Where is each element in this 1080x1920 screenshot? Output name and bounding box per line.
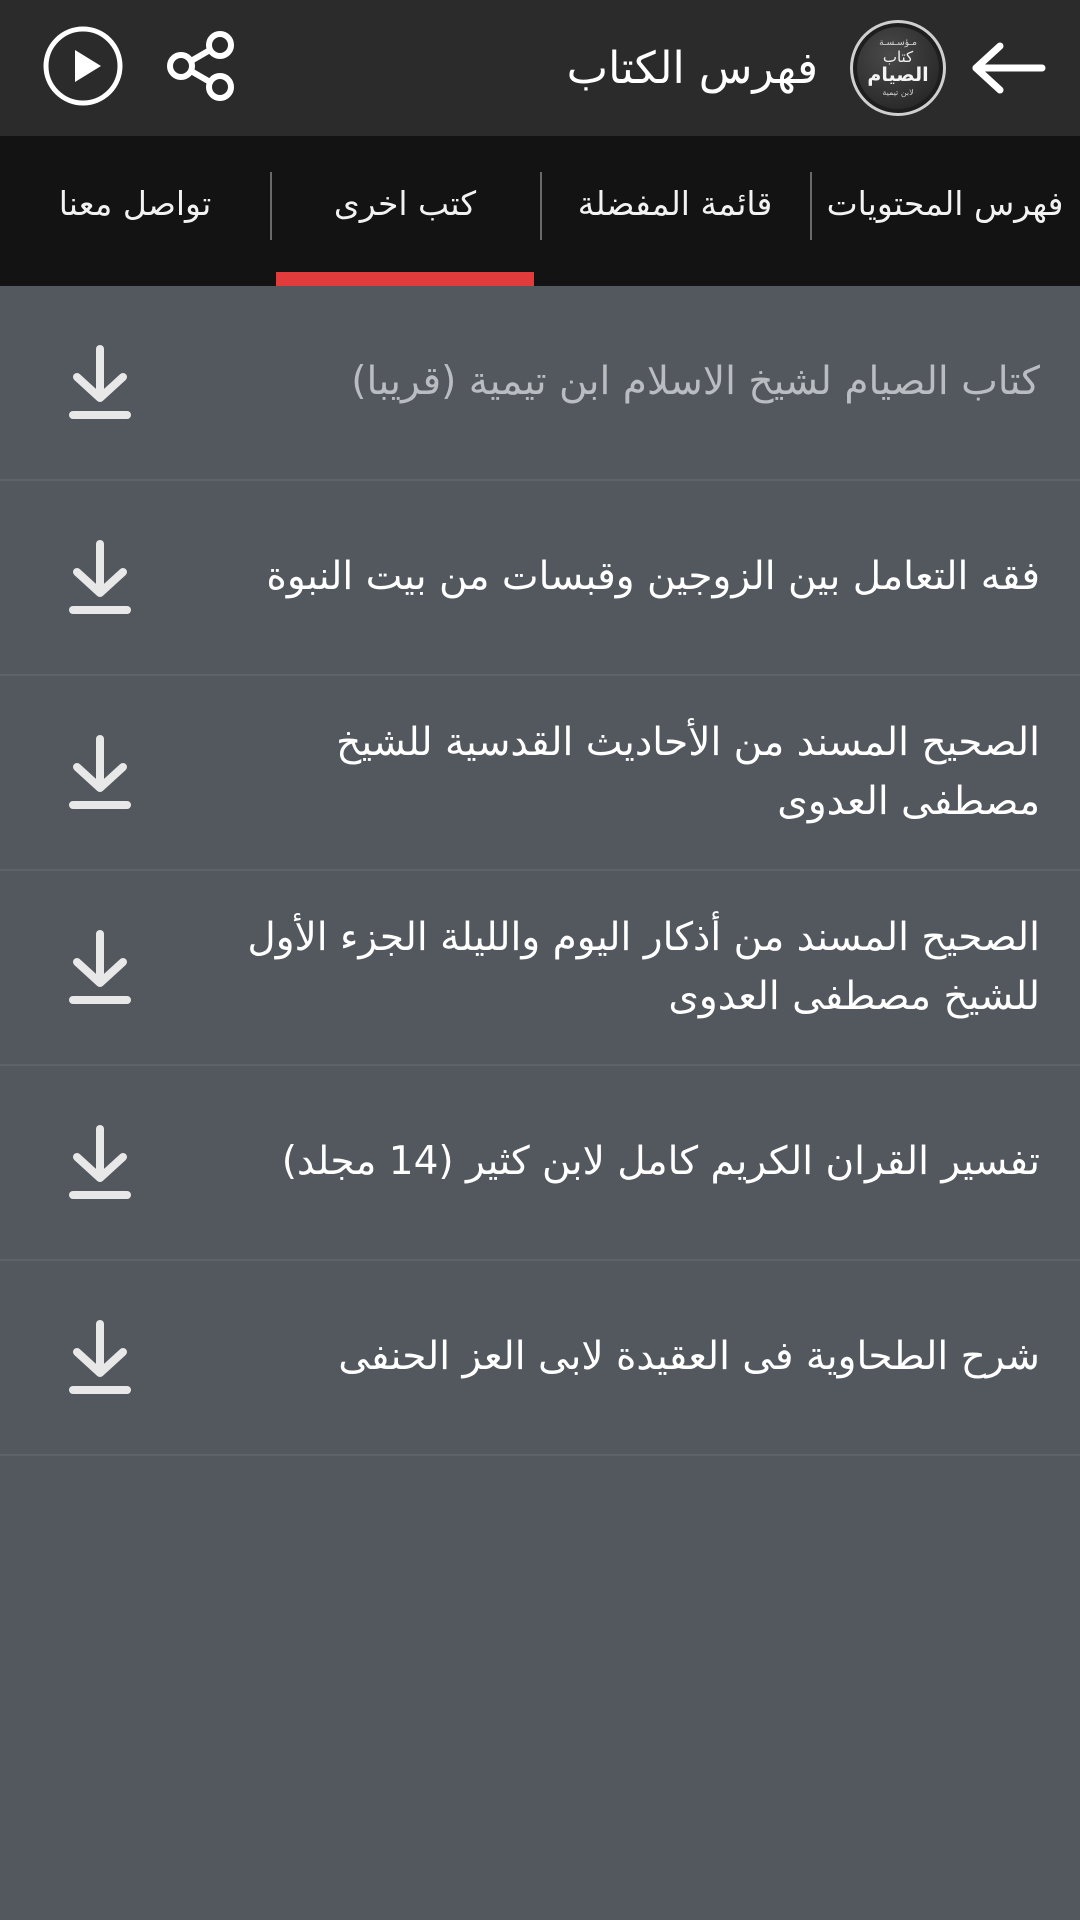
download-icon: [63, 1318, 137, 1398]
book-title: كتاب الصيام لشيخ الاسلام ابن تيمية (قريبا): [351, 359, 1040, 405]
tab-favorites-list[interactable]: [540, 136, 810, 286]
download-icon: [63, 343, 137, 423]
play-button[interactable]: [40, 25, 126, 111]
list-item[interactable]: [0, 1261, 1080, 1456]
back-button[interactable]: [964, 23, 1054, 113]
download-icon: [63, 733, 137, 813]
download-button[interactable]: [30, 1108, 170, 1218]
book-title: فقه التعامل بين الزوجين وقبسات من بيت النبوة: [266, 554, 1040, 600]
list-bottom-space: [0, 1456, 1080, 1626]
share-button[interactable]: [160, 25, 246, 111]
app-bar-actions: [26, 25, 246, 111]
book-title: شرح الطحاوية فى العقيدة لابى العز الحنفى: [338, 1334, 1040, 1380]
tab-bar: [0, 136, 1080, 286]
book-title: الصحيح المسند من أذكار اليوم والليلة الجزء الأول للشيخ مصطفى العدوى: [247, 915, 1040, 1019]
logo-line-2: الصيام: [867, 63, 929, 86]
download-button[interactable]: [30, 1303, 170, 1413]
tab-contents-index[interactable]: [810, 136, 1080, 286]
tab-label: فهرس المحتويات: [826, 183, 1064, 223]
tab-label: كتب اخرى: [333, 183, 477, 223]
share-icon: [165, 29, 241, 107]
download-icon: [63, 1123, 137, 1203]
book-list[interactable]: [0, 286, 1080, 1920]
tab-contact-us[interactable]: [0, 136, 270, 286]
app-bar: [0, 0, 1080, 136]
tab-label: قائمة المفضلة: [577, 183, 773, 223]
app-logo: [850, 20, 946, 116]
book-title: تفسير القران الكريم كامل لابن كثير (14 مجلد): [281, 1139, 1040, 1185]
list-item[interactable]: [0, 481, 1080, 676]
logo-line-top: مـؤسـسـة: [879, 38, 917, 49]
download-button[interactable]: [30, 718, 170, 828]
download-button[interactable]: [30, 523, 170, 633]
download-icon: [63, 538, 137, 618]
list-item[interactable]: [0, 286, 1080, 481]
play-circle-icon: [42, 25, 124, 111]
page-title: فهرس الكتاب: [566, 42, 818, 94]
tab-other-books[interactable]: [270, 136, 540, 286]
tab-label: تواصل معنا: [58, 183, 212, 223]
book-title: الصحيح المسند من الأحاديث القدسية للشيخ مصطفى العدوى: [336, 720, 1040, 824]
list-item[interactable]: [0, 871, 1080, 1066]
list-item[interactable]: [0, 1066, 1080, 1261]
download-button[interactable]: [30, 913, 170, 1023]
list-item[interactable]: [0, 676, 1080, 871]
download-icon: [63, 928, 137, 1008]
logo-line-1: كتاب: [882, 48, 914, 67]
arrow-left-icon: [972, 40, 1046, 96]
download-button[interactable]: [30, 328, 170, 438]
logo-line-bottom: لابن تيمية: [882, 87, 914, 97]
